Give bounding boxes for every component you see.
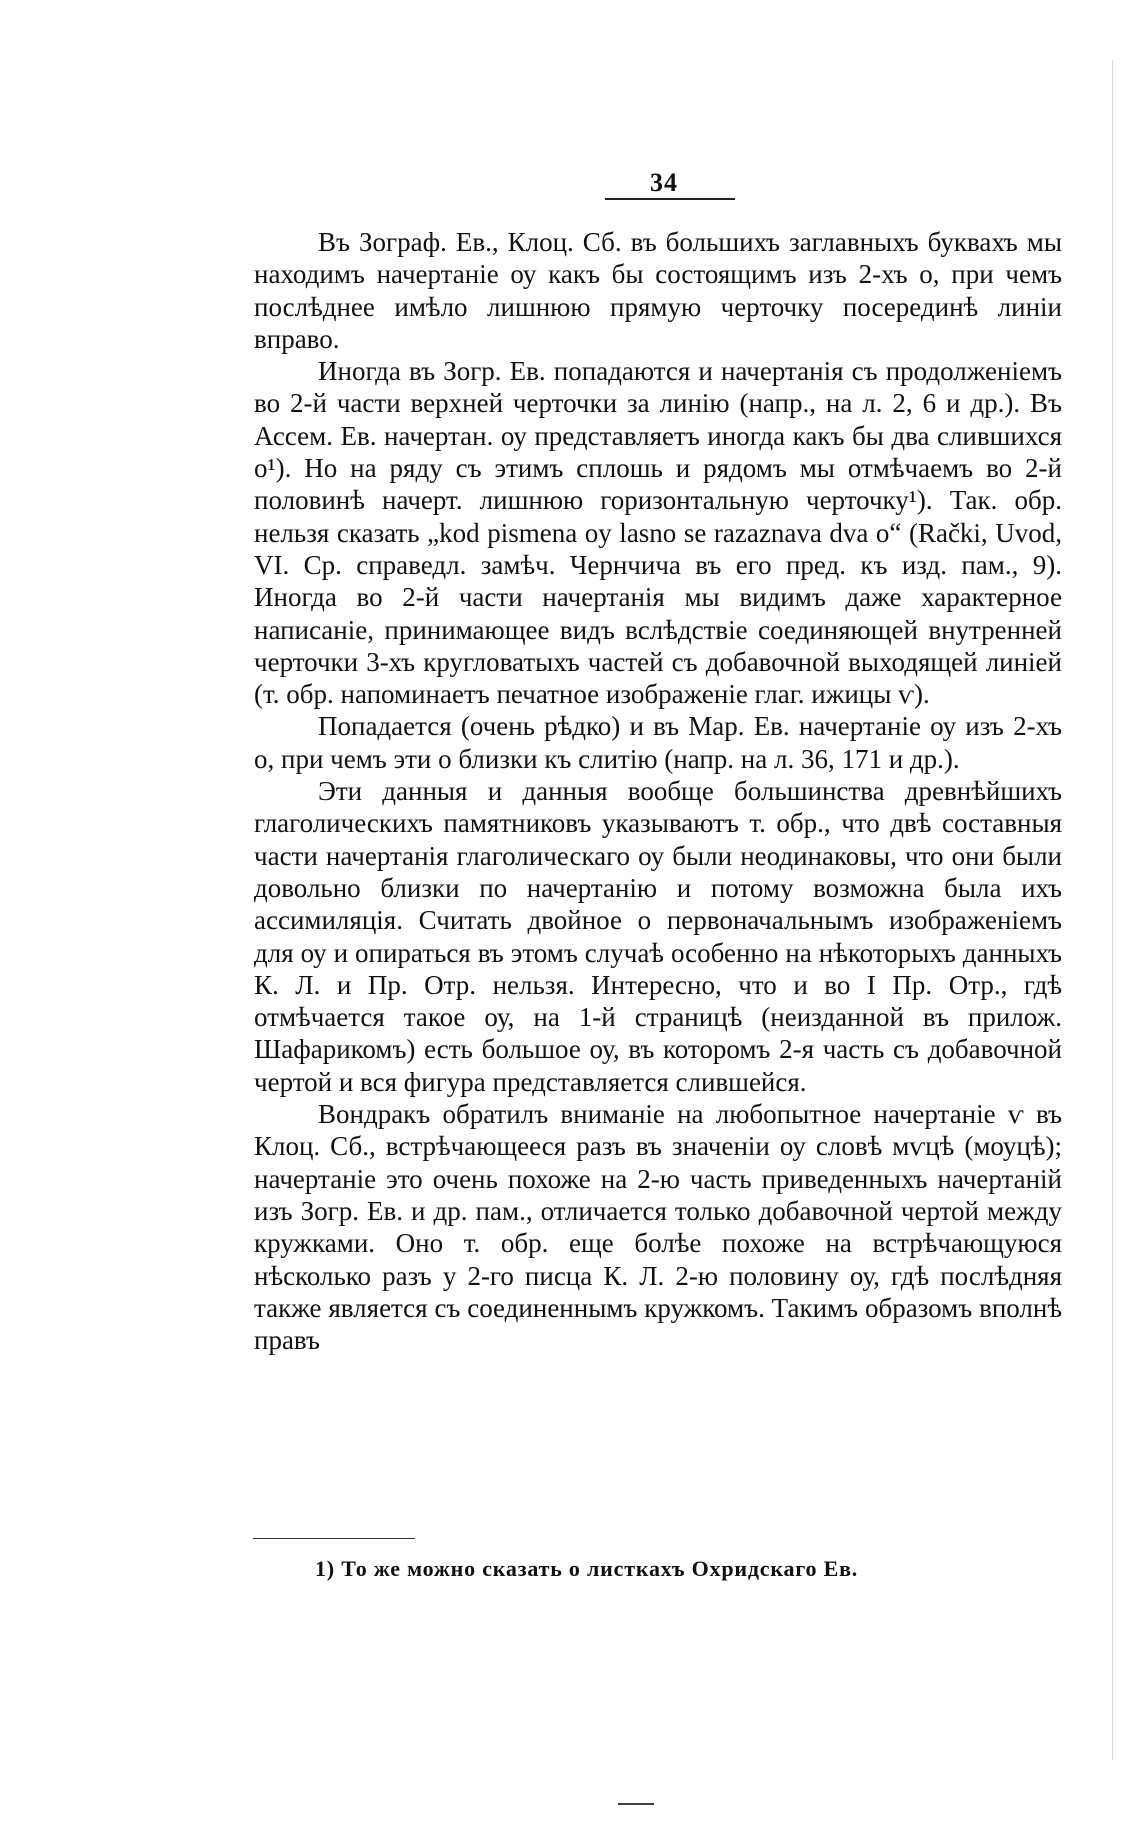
- page-number: 34: [650, 168, 678, 197]
- paragraph-3: Попадается (очень рѣдко) и въ Мар. Ев. начертаніе оу изъ 2-хъ о, при чемъ эти о близки къ слитію (напр. на л. 36, 171 и др.).: [254, 711, 1062, 774]
- page-edge-line: [1112, 60, 1113, 1760]
- paragraph-4: Эти данныя и данныя вообще большинства древнѣйшихъ глаголическихъ памятниковъ указываютъ т. обр., что двѣ составныя части начертанія глаголическаго оу были неодинаковы, что они были довольно близки по начертанію и потому возможна была ихъ ассимиляція. Считать двойное о первоначальнымъ изображеніемъ для оу и опираться въ этомъ случаѣ особенно на нѣкоторыхъ данныхъ К. Л. и Пр. Отр. нельзя. Интересно, что и во I Пр. Отр., гдѣ отмѣчается такое оу, на 1-й страницѣ (неизданной въ прилож. Шафарикомъ) есть большое оу, въ которомъ 2-я часть съ добавочной чертой и вся фигура представляется слившейся.: [254, 776, 1062, 1097]
- bottom-mark: [618, 1803, 654, 1805]
- footnote-separator: [253, 1538, 415, 1539]
- paragraph-5: Вондракъ обратилъ вниманіе на любопытное начертаніе ѵ въ Клоц. Сб., встрѣчающееся разъ въ значеніи оу словѣ мѵцѣ (моуцѣ); начертаніе это очень похоже на 2-ю часть приведенныхъ начертаній изъ Зогр. Ев. и др. пам., отличается только добавочной чертой между кружками. Оно т. обр. еще болѣе похоже на встрѣчающуюся нѣсколько разъ у 2-го писца К. Л. 2-ю половину оу, гдѣ послѣдняя также является съ соединеннымъ кружкомъ. Такимъ образомъ вполнѣ правъ: [254, 1099, 1062, 1356]
- page-number-underline: [605, 198, 735, 200]
- paragraph-2: Иногда въ Зогр. Ев. попадаются и начертанія съ продолженіемъ во 2-й части верхней черточки за линію (напр., на л. 2, 6 и др.). Въ Ассем. Ев. начертан. оу представляетъ иногда какъ бы два слившихся о¹). Но на ряду съ этимъ сплошь и рядомъ мы отмѣчаемъ во 2-й половинѣ начерт. лишнюю горизонтальную черточку¹). Так. обр. нельзя сказать „kod pismena oy lasno se razaznava dva o“ (Rački, Uvod, VI. Ср. справедл. замѣч. Чернчича въ его пред. къ изд. пам., 9). Иногда во 2-й части начертанія мы видимъ даже характерное написаніе, принимающее видъ вслѣдствіе соединяющей внутренней черточки 3-хъ кругловатыхъ частей съ добавочной выходящей линіей (т. обр. напоминаетъ печатное изображеніе глаг. ижицы ѵ).: [254, 356, 1062, 710]
- paragraph-1: Въ Зограф. Ев., Клоц. Сб. въ большихъ заглавныхъ буквахъ мы находимъ начертаніе оу какъ бы состоящимъ изъ 2-хъ о, при чемъ послѣднее имѣло лишнюю прямую черточку посерединѣ линіи вправо.: [254, 227, 1062, 354]
- main-text: [254, 226, 1062, 1356]
- footnote: 1) То же можно сказать о листкахъ Охридскаго Ев.: [315, 1556, 859, 1581]
